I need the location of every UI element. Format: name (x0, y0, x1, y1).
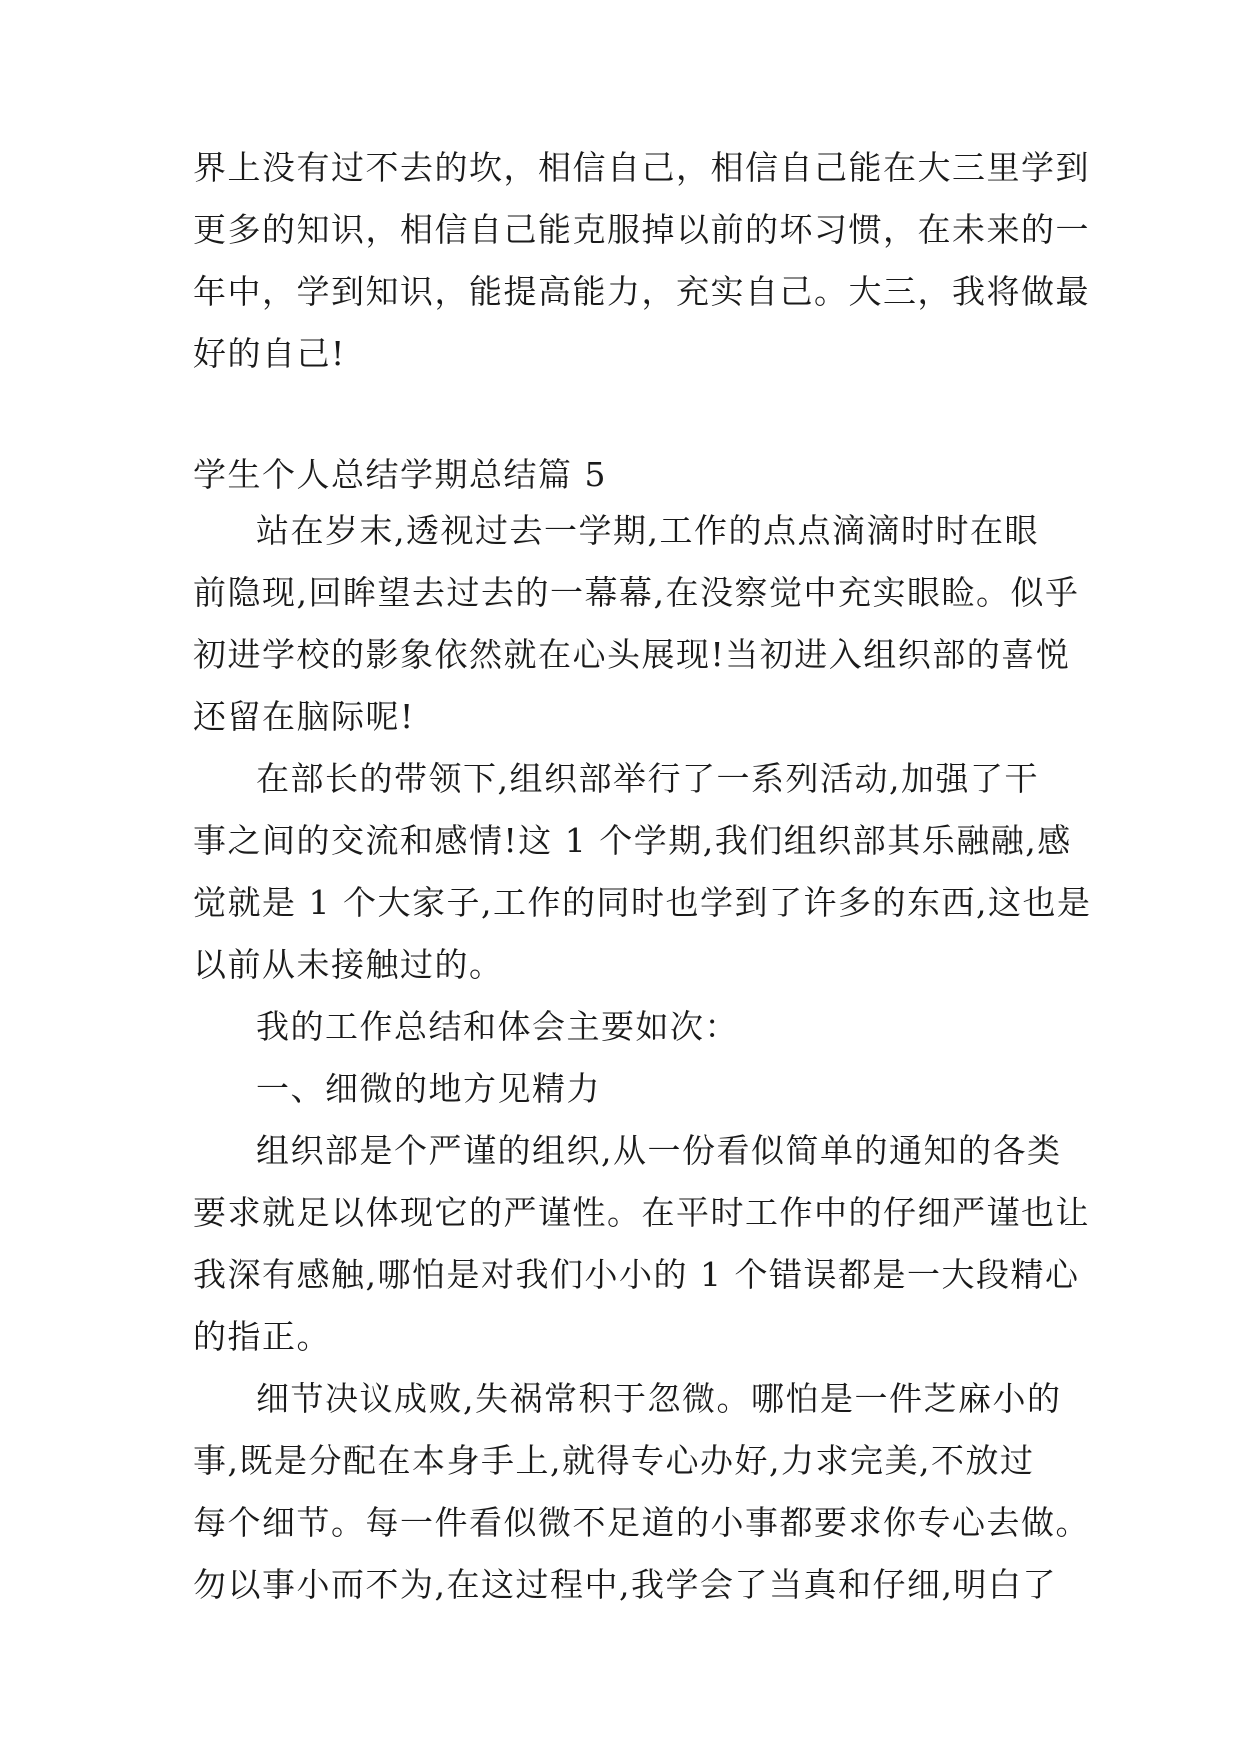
paragraph-line: 要求就足以体现它的严谨性。在平时工作中的仔细严谨也让 (193, 1193, 1090, 1232)
paragraph-line: 觉就是 1 个大家子,工作的同时也学到了许多的东西,这也是 (193, 883, 1092, 922)
paragraph-line: 年中，学到知识，能提高能力，充实自己。大三，我将做最 (193, 272, 1090, 311)
paragraph-line: 事,既是分配在本身手上,就得专心办好,力求完美,不放过 (193, 1441, 1035, 1480)
paragraph-line: 勿以事小而不为,在这过程中,我学会了当真和仔细,明白了 (193, 1565, 1057, 1604)
paragraph-line: 我的工作总结和体会主要如次： (256, 1007, 739, 1046)
subheading: 一、细微的地方见精力 (256, 1069, 601, 1108)
paragraph-line: 以前从未接触过的。 (193, 945, 504, 984)
paragraph-line: 我深有感触,哪怕是对我们小小的 1 个错误都是一大段精心 (193, 1255, 1080, 1294)
paragraph-line: 好的自己! (193, 334, 346, 373)
paragraph-line: 站在岁末,透视过去一学期,工作的点点滴滴时时在眼 (256, 511, 1039, 550)
paragraph-line: 前隐现,回眸望去过去的一幕幕,在没察觉中充实眼睑。似乎 (193, 573, 1080, 612)
paragraph-line: 事之间的交流和感情!这 1 个学期,我们组织部其乐融融,感 (193, 821, 1072, 860)
paragraph-line: 细节决议成败,失祸常积于忽微。哪怕是一件芝麻小的 (256, 1379, 1062, 1418)
paragraph-line: 组织部是个严谨的组织,从一份看似简单的通知的各类 (256, 1131, 1062, 1170)
paragraph-line: 还留在脑际呢! (193, 697, 415, 736)
paragraph-line: 初进学校的影象依然就在心头展现!当初进入组织部的喜悦 (193, 635, 1071, 674)
paragraph-line: 每个细节。每一件看似微不足道的小事都要求你专心去做。 (193, 1503, 1090, 1542)
paragraph-line: 的指正。 (193, 1317, 331, 1356)
paragraph-line: 更多的知识，相信自己能克服掉以前的坏习惯，在未来的一 (193, 210, 1090, 249)
paragraph-line: 在部长的带领下,组织部举行了一系列活动,加强了干 (256, 759, 1039, 798)
paragraph-line: 界上没有过不去的坎，相信自己，相信自己能在大三里学到 (193, 148, 1090, 187)
section-heading: 学生个人总结学期总结篇 5 (193, 455, 607, 494)
